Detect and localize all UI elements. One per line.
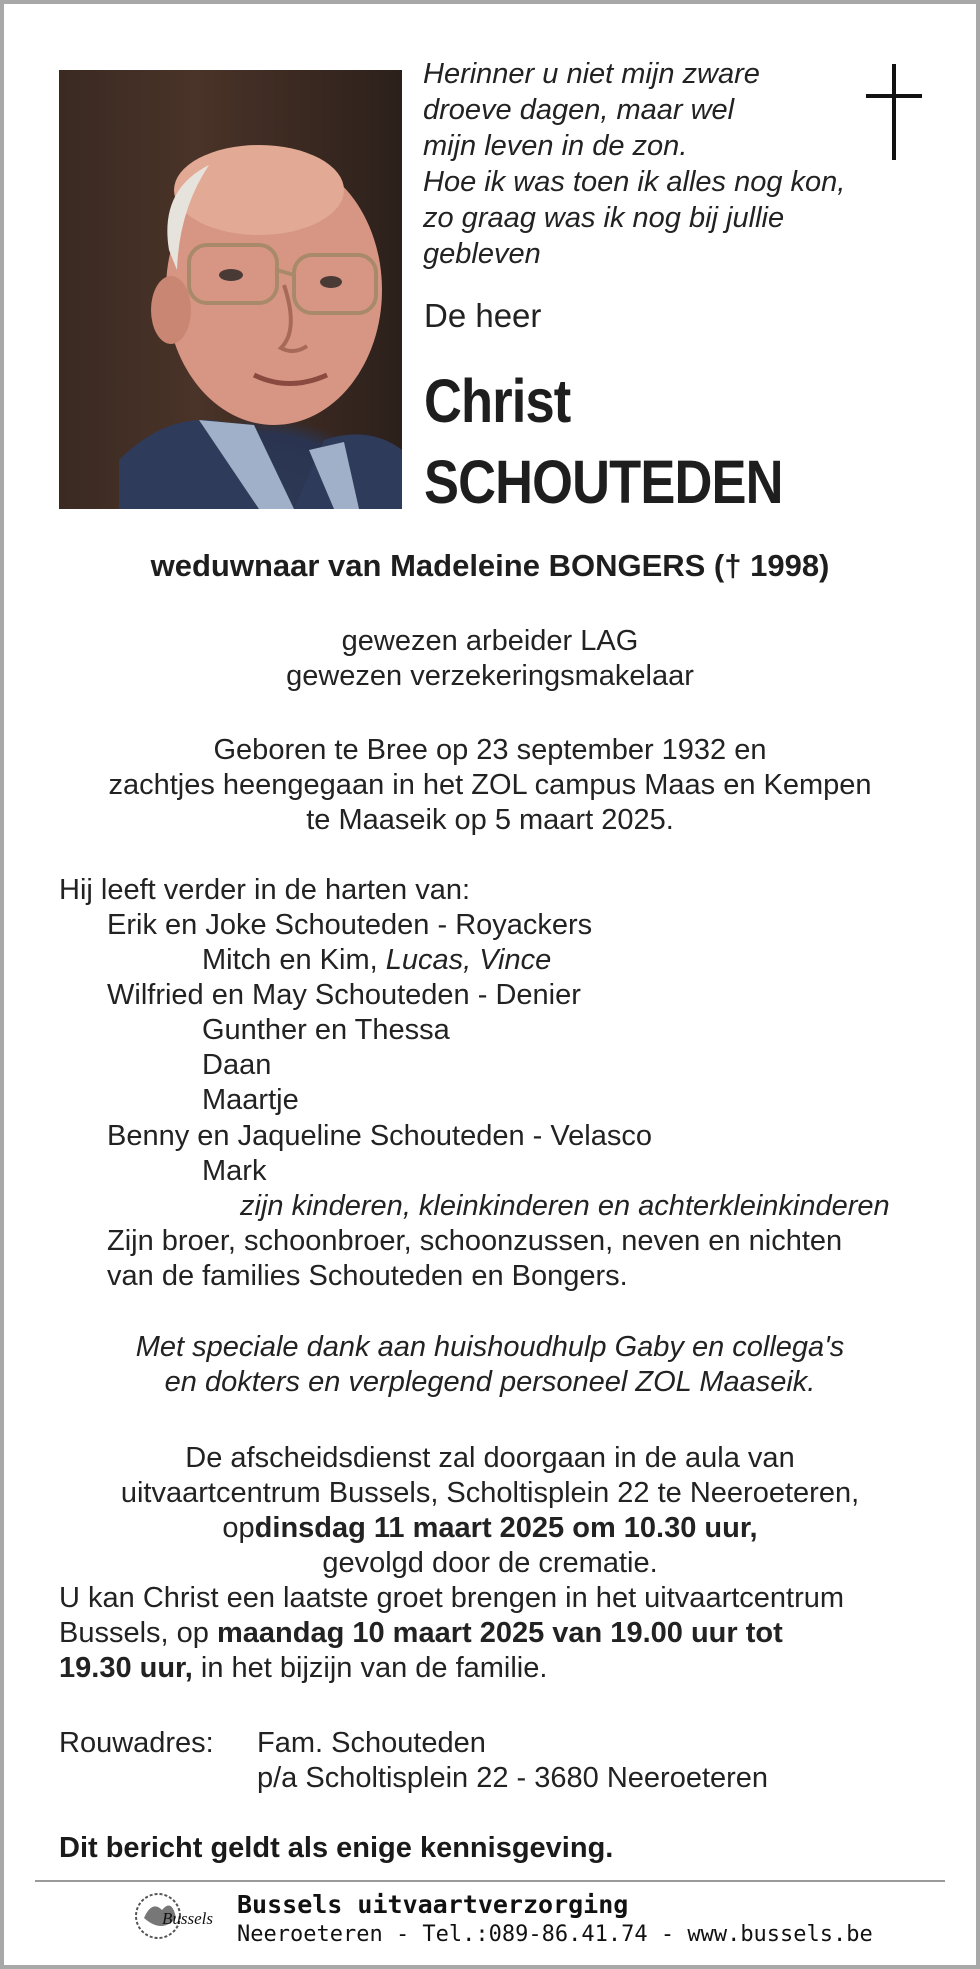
- notice: Dit bericht geldt als enige kennisgeving.: [59, 1832, 614, 1864]
- service-date-line: [4, 1511, 976, 1546]
- family-intro: Hij leeft verder in de harten van:: [59, 874, 471, 906]
- thanks-line: en dokters en verplegend personeel ZOL Maaseik.: [164, 1366, 816, 1398]
- service-date: dinsdag 11 maart 2025 om 10.30 uur,: [254, 1512, 758, 1544]
- family-line: Daan: [202, 1049, 272, 1081]
- visitation-info: [59, 1581, 844, 1686]
- birth-death-line: Geboren te Bree op 23 september 1932 en: [213, 734, 767, 766]
- occupations: [4, 624, 976, 694]
- family-line: Gunther en Thessa: [202, 1014, 450, 1046]
- mourning-address-label: Rouwadres:: [59, 1727, 214, 1759]
- family-line: Wilfried en May Schouteden - Denier: [107, 979, 581, 1011]
- poem-line: mijn leven in de zon.: [423, 130, 688, 162]
- birth-death-line: te Maaseik op 5 maart 2025.: [306, 804, 674, 836]
- service-prefix: op: [222, 1512, 255, 1544]
- widow-line: weduwnaar van Madeleine BONGERS († 1998): [150, 548, 830, 583]
- bussels-logo: [132, 1888, 224, 1948]
- company-name: Bussels uitvaartverzorging: [237, 1890, 629, 1919]
- poem: [423, 56, 883, 272]
- birth-death: [4, 733, 976, 838]
- service-info: [4, 1441, 976, 1581]
- occupation-line: gewezen verzekeringsmakelaar: [286, 660, 694, 692]
- family-line: Mark: [202, 1155, 267, 1187]
- mourning-address-line: Fam. Schouteden: [257, 1727, 486, 1759]
- poem-line: Hoe ik was toen ik alles nog kon,: [423, 166, 846, 198]
- portrait-photo: [59, 70, 402, 509]
- family-names: Mitch en Kim,: [202, 944, 386, 976]
- footer-divider: [35, 1880, 945, 1882]
- cross-icon: [864, 64, 924, 164]
- last-name: SCHOUTEDEN: [424, 448, 783, 516]
- company-contact: Neeroeteren - Tel.:089-86.41.74 - www.bussels.be: [237, 1922, 873, 1947]
- visitation-suffix: in het bijzijn van de familie.: [192, 1652, 548, 1684]
- poem-line: gebleven: [423, 238, 541, 270]
- family-line: Benny en Jaqueline Schouteden - Velasco: [107, 1120, 652, 1152]
- visitation-line: [59, 1651, 844, 1686]
- visitation-line: U kan Christ een laatste groet brengen in het uitvaartcentrum: [59, 1582, 845, 1614]
- birth-death-line: zachtjes heengegaan in het ZOL campus Maas en Kempen: [108, 769, 872, 801]
- family-line: Zijn broer, schoonbroer, schoonzussen, neven en nichten: [107, 1225, 843, 1257]
- thanks-line: Met speciale dank aan huishoudhulp Gaby en collega's: [135, 1331, 845, 1363]
- first-name: Christ: [424, 367, 571, 435]
- family-line: van de families Schouteden en Bongers.: [107, 1260, 628, 1292]
- thanks: [4, 1330, 976, 1400]
- poem-line: droeve dagen, maar wel: [423, 94, 735, 126]
- visitation-prefix: Bussels, op: [59, 1617, 217, 1649]
- occupation-line: gewezen arbeider LAG: [341, 625, 639, 657]
- service-line: uitvaartcentrum Bussels, Scholtisplein 22 te Neeroeteren,: [120, 1477, 860, 1509]
- honorific: De heer: [424, 297, 542, 334]
- visitation-date: maandag 10 maart 2025 van 19.00 uur tot: [216, 1617, 783, 1649]
- visitation-line: [59, 1616, 844, 1651]
- visitation-time: 19.30 uur,: [59, 1652, 193, 1684]
- poem-line: Herinner u niet mijn zware: [423, 58, 760, 90]
- logo-text: Bussels: [162, 1909, 213, 1928]
- mourning-address-line: p/a Scholtisplein 22 - 3680 Neeroeteren: [257, 1762, 769, 1794]
- family-line: [202, 944, 551, 977]
- service-line: De afscheidsdienst zal doorgaan in de aula van: [185, 1442, 795, 1474]
- poem-line: zo graag was ik nog bij jullie: [423, 202, 785, 234]
- service-line: gevolgd door de crematie.: [322, 1547, 658, 1579]
- family-names-italic: Lucas, Vince: [385, 944, 552, 976]
- family-line: Erik en Joke Schouteden - Royackers: [107, 909, 593, 941]
- family-line: Maartje: [202, 1084, 299, 1116]
- family-summary: zijn kinderen, kleinkinderen en achterkleinkinderen: [240, 1190, 890, 1222]
